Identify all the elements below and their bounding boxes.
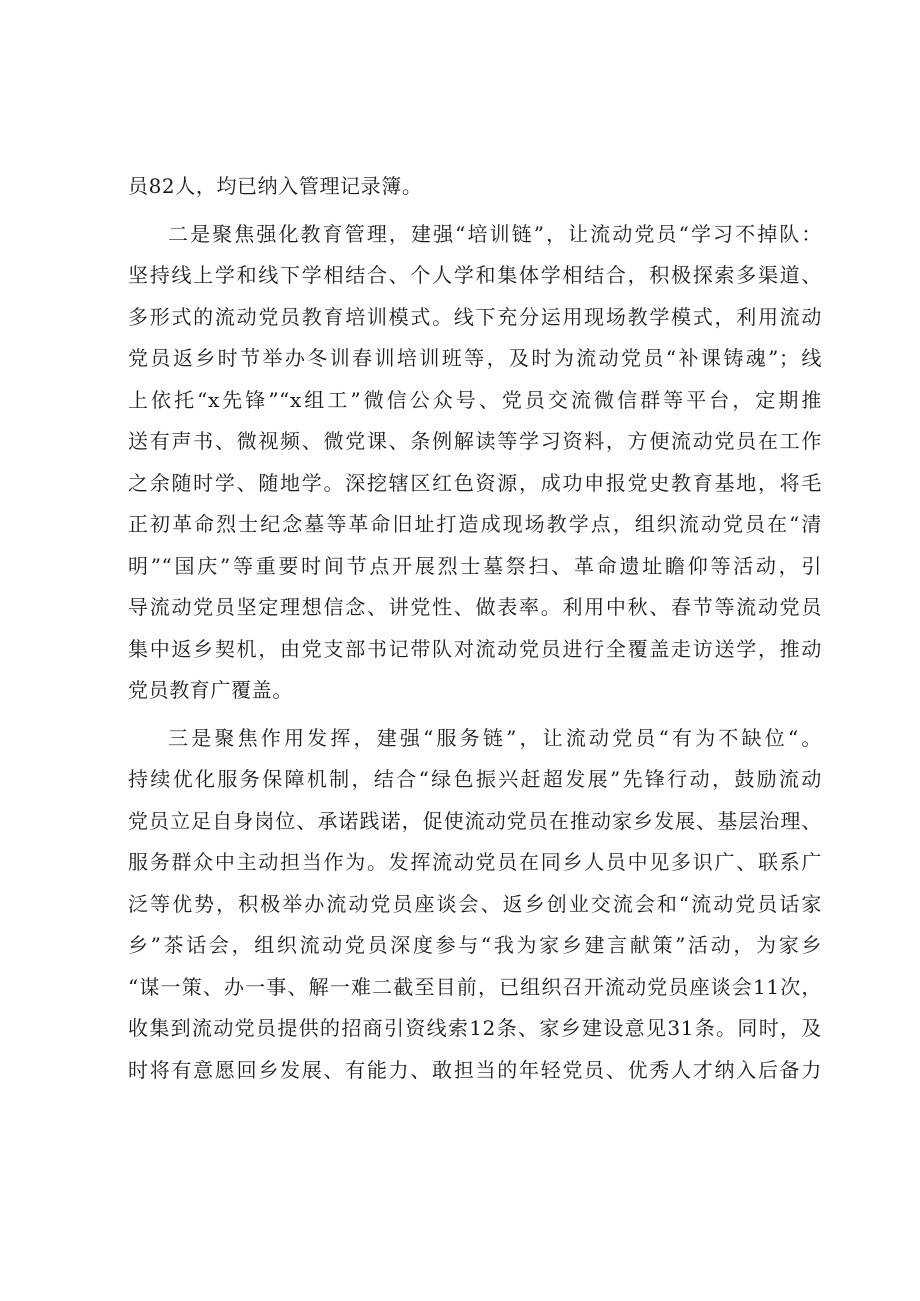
text-line: “谋一策、办一事、解一难二截至目前，已组织召开流动党员座谈会11次，: [128, 974, 822, 999]
text-line: 送有声书、微视频、微党课、条例解读等学习资料，方便流动党员在工作: [128, 429, 822, 453]
text-line: 之余随时学、随地学。深挖辖区红色资源，成功申报党史教育基地，将毛: [128, 470, 822, 495]
text-line: 多形式的流动党员教育培训模式。线下充分运用现场教学模式，利用流动: [128, 304, 822, 329]
text-line: 收集到流动党员提供的招商引资线索12条、家乡建设意见31条。同时，及: [128, 1016, 822, 1040]
text-line: 党员返乡时节举办冬训春训培训班等，及时为流动党员“补课铸魂”；线: [128, 346, 822, 370]
paragraph-first-line: 二是聚焦强化教育管理，建强“培训链”，让流动党员“学习不掉队：: [168, 221, 822, 246]
text-line: 时将有意愿回乡发展、有能力、敢担当的年轻党员、优秀人才纳入后备力: [128, 1057, 822, 1082]
text-line: 服务群众中主动担当作为。发挥流动党员在同乡人员中见多识广、联系广: [128, 850, 822, 874]
text-line: 集中返乡契机，由党支部书记带队对流动党员进行全覆盖走访送学，推动: [128, 636, 822, 661]
body-text: [128, 166, 822, 1091]
text-line: 党员立足自身岗位、承诺践诺，促使流动党员在推动家乡发展、基层治理、: [128, 808, 822, 833]
text-line: 持续优化服务保障机制，结合“绿色振兴赶超发展”先锋行动，鼓励流动: [128, 767, 822, 791]
text-line: 坚持线上学和线下学相结合、个人学和集体学相结合，积极探索多渠道、: [128, 263, 822, 287]
paragraph-last-line: 党员教育广覆盖。: [128, 678, 293, 702]
text-line: 明”“国庆”等重要时间节点开展烈士墓祭扫、革命遗址瞻仰等活动，引: [128, 553, 822, 578]
text-line: 正初革命烈士纪念墓等革命旧址打造成现场教学点，组织流动党员在“清: [128, 512, 822, 536]
paragraph-first-line: 三是聚焦作用发挥，建强“服务链”，让流动党员“有为不缺位“。: [168, 725, 822, 750]
text-line: 导流动党员坚定理想信念、讲党性、做表率。利用中秋、春节等流动党员: [128, 595, 822, 619]
text-line: 乡”茶话会，组织流动党员深度参与“我为家乡建言献策”活动，为家乡: [128, 933, 822, 957]
text-line: 员82人，均已纳入管理记录簿。: [128, 174, 423, 198]
text-line: 上依托“x先锋”“x组工”微信公众号、党员交流微信群等平台，定期推: [128, 387, 822, 412]
text-line: 泛等优势，积极举办流动党员座谈会、返乡创业交流会和“流动党员话家: [128, 891, 822, 916]
